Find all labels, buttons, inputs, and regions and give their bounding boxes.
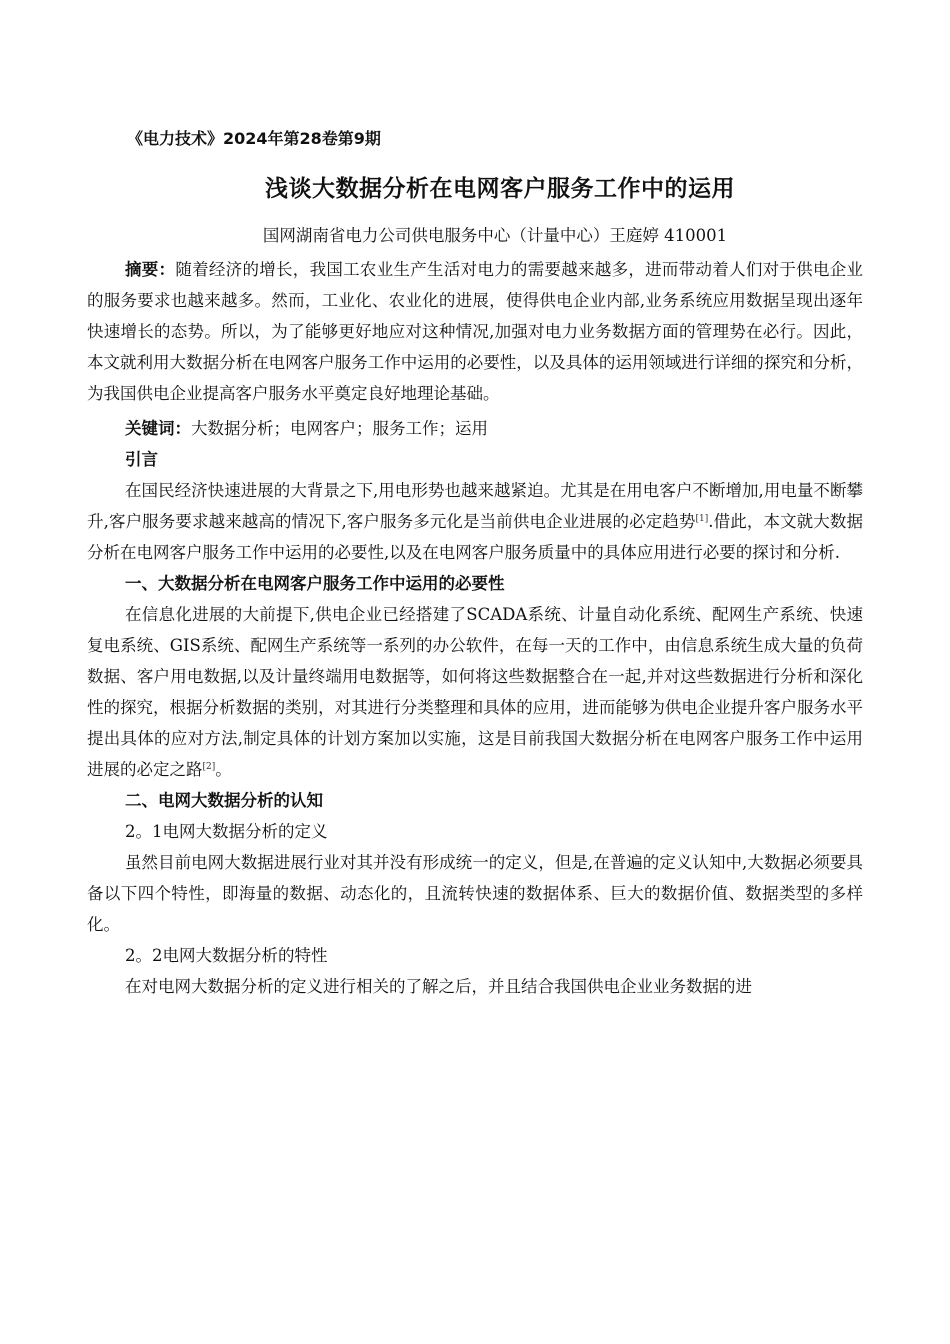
keywords-text: 大数据分析；电网客户；服务工作；运用 [191,419,488,438]
subsection-2-2-paragraph: 在对电网大数据分析的定义进行相关的了解之后，并且结合我国供电企业业务数据的进 [125,977,752,996]
section1-text-b: 。 [215,760,232,779]
intro-heading: 引言 [125,450,158,469]
intro-text-a: 在国民经济快速进展的大背景之下,用电形势也越来越紧迫。尤其是在用电客户不断增加,用电量不断攀升,客户服务要求越来越高的情况下,客户服务多元化是当前供电企业进展的必定趋势 [87,481,863,531]
citation-ref-1[interactable]: [1] [695,514,709,524]
abstract-paragraph [87,254,863,409]
abstract-text: 随着经济的增长，我国工农业生产生活对电力的需要越来越多，进而带动着人们对于供电企业的服务要求也越来越多。然而，工业化、农业化的进展，使得供电企业内部,业务系统应用数据呈现出逐年快速增长的态势。所以，为了能够更好地应对这种情况,加强对电力业务数据方面的管理势在必行。因此，本文就利用大数据分析在电网客户服务工作中运用的必要性，以及具体的运用领域进行详细的探究和分析，为我国供电企业提高客户服务水平奠定良好地理论基础。 [87,260,864,403]
keywords-label: 关键词： [125,419,191,438]
author-affiliation: 国网湖南省电力公司供电服务中心（计量中心）王庭婷 410001 [262,226,728,245]
citation-ref-2[interactable]: [2] [202,762,216,772]
intro-paragraph [87,475,863,568]
abstract-label: 摘要： [125,260,176,279]
keywords-paragraph [87,413,863,444]
journal-citation: 《电力技术》2024年第28卷第9期 [127,129,381,148]
subsection-2-2-heading: 2。2电网大数据分析的特性 [125,946,328,965]
paper-title: 浅谈大数据分析在电网客户服务工作中的运用 [265,176,735,202]
paper-body [87,254,863,1002]
subsection-2-1-heading: 2。1电网大数据分析的定义 [125,822,328,841]
section1-heading: 一、大数据分析在电网客户服务工作中运用的必要性 [125,574,505,593]
subsection-2-1-paragraph: 虽然目前电网大数据进展行业对其并没有形成统一的定义，但是,在普遍的定义认知中,大数据必须要具备以下四个特性，即海量的数据、动态化的，且流转快速的数据体系、巨大的数据价值、数据类型的多样化。 [87,853,863,934]
intro-text-b: .借此，本文就大数据分析在电网客户服务工作中运用的必要性,以及在电网客户服务质量中的具体应用进行必要的探讨和分析. [87,512,863,562]
section2-heading: 二、电网大数据分析的认知 [125,791,323,810]
section1-paragraph [87,599,863,785]
section1-text-a: 在信息化进展的大前提下,供电企业已经搭建了SCADA系统、计量自动化系统、配网生产系统、快速复电系统、GIS系统、配网生产系统等一系列的办公软件，在每一天的工作中，由信息系统生成大量的负荷数据、客户用电数据,以及计量终端用电数据等，如何将这些数据整合在一起,并对这些数据进行分析和深化性的探究，根据分析数据的类别，对其进行分类整理和具体的应用，进而能够为供电企业提升客户服务水平提出具体的应对方法,制定具体的计划方案加以实施，这是目前我国大数据分析在电网客户服务工作中运用进展的必定之路 [87,605,863,779]
